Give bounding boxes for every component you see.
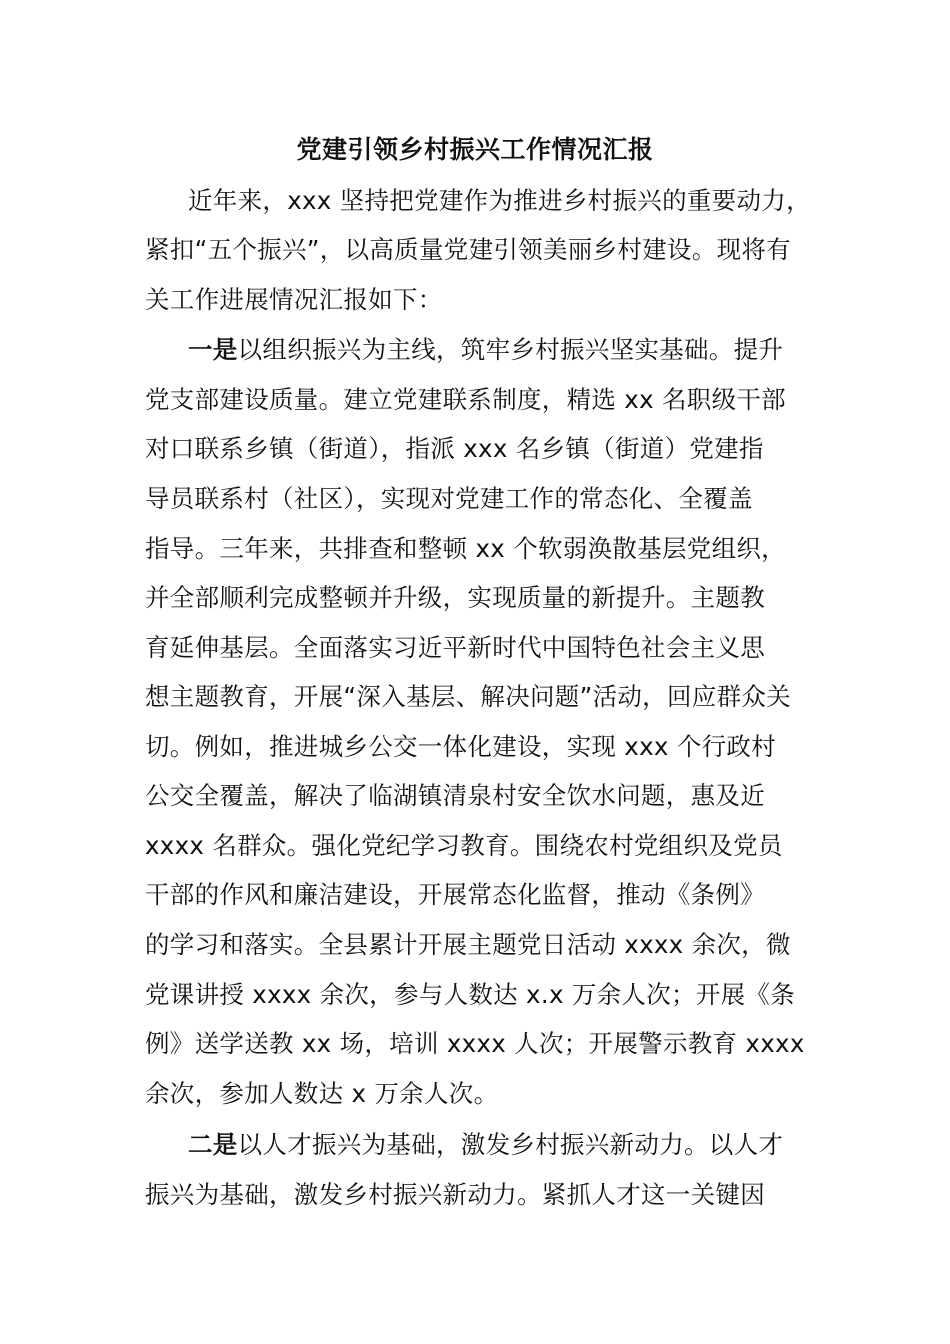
document-title: 党建引领乡村振兴工作情况汇报 [296, 135, 654, 164]
section1-line-12: 干部的作风和廉洁建设，开展常态化监督，推动《条例》 [145, 880, 765, 909]
section1-lead: 一是 [188, 335, 238, 364]
section2-lead: 二是 [188, 1130, 238, 1159]
intro-line-1: 近年来，xxx 坚持把党建作为推进乡村振兴的重要动力， [188, 186, 811, 215]
section1-line-3: 对口联系乡镇（街道），指派 xxx 名乡镇（街道）党建指 [145, 434, 764, 463]
section2-line-1 [188, 1120, 783, 1170]
section1-line-15: 例》送学送教 xx 场，培训 xxxx 人次；开展警示教育 xxxx [145, 1029, 805, 1058]
section1-line-9: 切。例如，推进城乡公交一体化建设，实现 xxx 个行政村 [145, 732, 776, 761]
section1-line-7: 育延伸基层。全面落实习近平新时代中国特色社会主义思 [145, 633, 765, 662]
section1-line-16: 余次，参加人数达 x 万余人次。 [145, 1079, 499, 1108]
section1-line-11: xxxx 名群众。强化党纪学习教育。围绕农村党组织及党员 [145, 831, 783, 860]
section1-line-14: 党课讲授 xxxx 余次，参与人数达 x.x 万余人次；开展《条 [145, 980, 796, 1009]
section1-line-5: 指导。三年来，共排查和整顿 xx 个软弱涣散基层党组织， [145, 534, 786, 563]
section2-line-2: 振兴为基础，激发乡村振兴新动力。紧抓人才这一关键因 [145, 1180, 765, 1209]
section1-line-6: 并全部顺利完成整顿并升级，实现质量的新提升。主题教 [145, 583, 765, 612]
section1-line-13: 的学习和落实。全县累计开展主题党日活动 xxxx 余次，微 [145, 930, 791, 959]
section1-line-4: 导员联系村（社区），实现对党建工作的常态化、全覆盖 [145, 484, 753, 513]
section2-first-line-text: 以人才振兴为基础，激发乡村振兴新动力。以人才 [237, 1130, 784, 1159]
section1-line-10: 公交全覆盖，解决了临湖镇清泉村安全饮水问题，惠及近 [145, 781, 765, 810]
section1-line-2: 党支部建设质量。建立党建联系制度，精选 xx 名职级干部 [145, 385, 786, 414]
section1-first-line-text: 以组织振兴为主线，筑牢乡村振兴坚实基础。提升 [237, 335, 784, 364]
intro-line-3: 关工作进展情况汇报如下： [145, 285, 443, 314]
section1-line-8: 想主题教育，开展“深入基层、解决问题”活动，回应群众关 [145, 682, 791, 711]
intro-line-2: 紧扣“五个振兴”，以高质量党建引领美丽乡村建设。现将有 [145, 235, 791, 264]
section1-line-1 [188, 325, 783, 375]
